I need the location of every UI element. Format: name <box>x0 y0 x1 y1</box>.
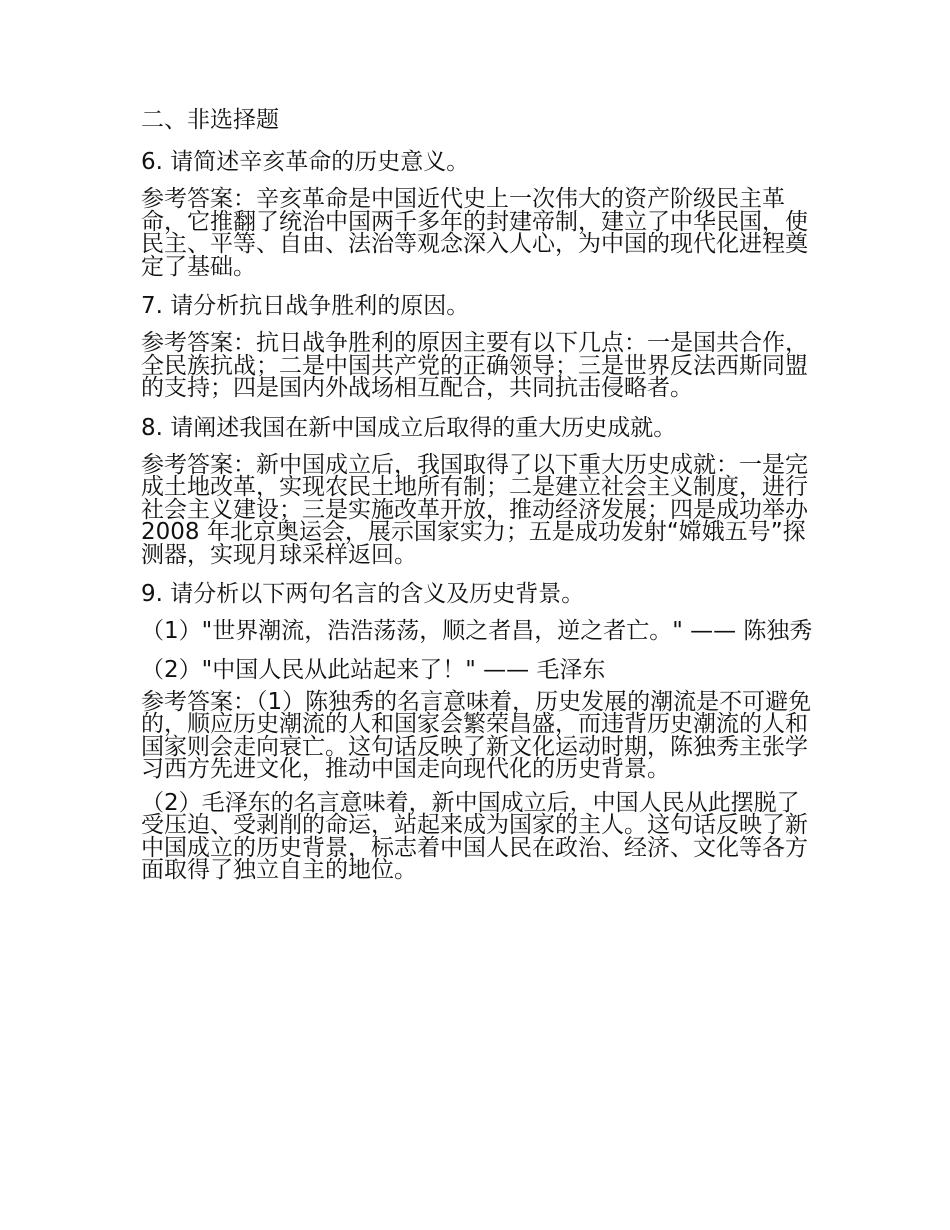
answer-9-part-1: 参考答案：（1）陈独秀的名言意味着，历史发展的潮流是不可避免的，顺应历史潮流的人和国家会繁荣昌盛，而违背历史潮流的人和国家则会走向衰亡。这句话反映了新文化运动时期，陈独秀主张学习西方先进文化，推动中国走向现代化的历史背景。 <box>141 688 812 782</box>
document-content <box>141 103 816 893</box>
quote-2: （2）"中国人民从此站起来了！" —— 毛泽东 <box>141 656 606 683</box>
section-heading: 二、非选择题 <box>141 107 279 133</box>
question-6: 6. 请简述辛亥革命的历史意义。 <box>141 149 470 175</box>
question-9: 9. 请分析以下两句名言的含义及历史背景。 <box>141 581 585 607</box>
quote-1: （1）"世界潮流，浩浩荡荡，顺之者昌，逆之者亡。" —— 陈独秀 <box>141 618 813 644</box>
answer-7: 参考答案：抗日战争胜利的原因主要有以下几点：一是国共合作，全民族抗战；二是中国共产党的正确领导；三是世界反法西斯同盟的支持；四是国内外战场相互配合，共同抗击侵略者。 <box>141 330 808 401</box>
answer-6: 参考答案：辛亥革命是中国近代史上一次伟大的资产阶级民主革命，它推翻了统治中国两千多年的封建帝制，建立了中华民国，使民主、平等、自由、法治等观念深入人心，为中国的现代化进程奠定了基础。 <box>141 186 808 280</box>
answer-9-part-2: （2）毛泽东的名言意味着，新中国成立后，中国人民从此摆脱了受压迫、受剥削的命运，站起来成为国家的主人。这句话反映了新中国成立的历史背景，标志着中国人民在政治、经济、文化等各方面取得了独立自主的地位。 <box>141 789 808 883</box>
answer-8: 参考答案：新中国成立后，我国取得了以下重大历史成就：一是完成土地改革，实现农民土地所有制；二是建立社会主义制度，进行社会主义建设；三是实施改革开放，推动经济发展；四是成功举办 2008 年北京奥运会，展示国家实力；五是成功发射“嫦娥五号”探测器，实现月球采样返回。 <box>141 451 808 568</box>
question-8: 8. 请阐述我国在新中国成立后取得的重大历史成就。 <box>141 414 677 441</box>
question-7: 7. 请分析抗日战争胜利的原因。 <box>141 293 470 319</box>
